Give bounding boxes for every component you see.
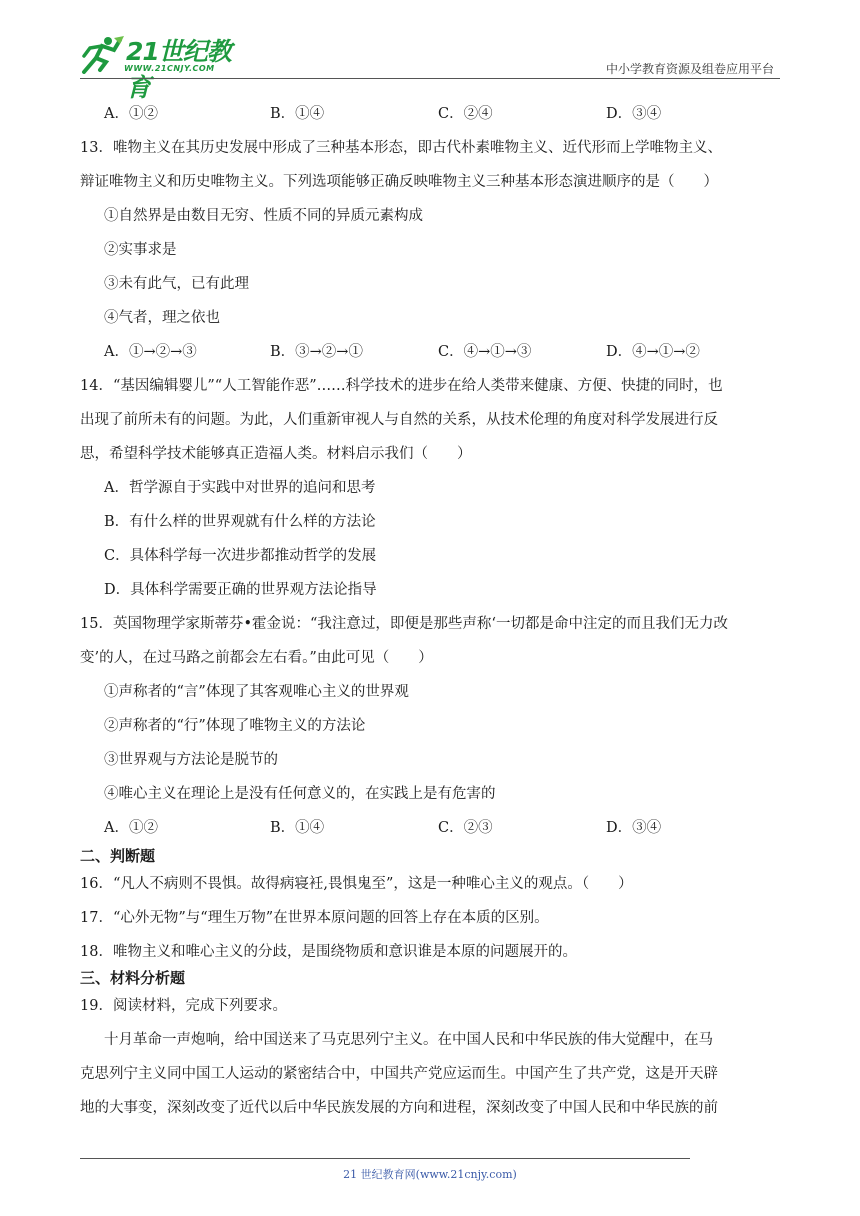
q12-option-a: A．①② bbox=[104, 106, 158, 122]
q13-option-c: C．④→①→③ bbox=[438, 344, 532, 360]
logo bbox=[80, 34, 250, 102]
header-divider bbox=[80, 78, 780, 79]
q14-option-d: D．具体科学需要正确的世界观方法论指导 bbox=[104, 582, 377, 598]
section-analysis-title: 三、材料分析题 bbox=[80, 969, 186, 987]
q13-item-2: ②实事求是 bbox=[104, 242, 177, 258]
q15-item-3: ③世界观与方法论是脱节的 bbox=[104, 752, 278, 768]
q12-option-c: C．②④ bbox=[438, 106, 493, 122]
page-header bbox=[80, 34, 780, 102]
q14-option-a: A．哲学源自于实践中对世界的追问和思考 bbox=[104, 480, 376, 496]
q13-stem-line-2: 辩证唯物主义和历史唯物主义。下列选项能够正确反映唯物主义三种基本形态演进顺序的是（ ） bbox=[80, 174, 718, 190]
q14-stem-line-3: 思，希望科学技术能够真正造福人类。材料启示我们（ ） bbox=[80, 446, 472, 462]
q15-stem-line-1: 15．英国物理学家斯蒂芬•霍金说：“我注意过，即便是那些声称‘一切都是命中注定的而且我们无力改 bbox=[80, 616, 729, 632]
q13-item-4: ④气者，理之依也 bbox=[104, 310, 220, 326]
q15-option-c: C．②③ bbox=[438, 820, 493, 836]
q13-option-d: D．④→①→② bbox=[606, 344, 700, 360]
footer-divider bbox=[80, 1158, 690, 1159]
q19-material-line-3: 地的大事变，深刻改变了近代以后中华民族发展的方向和进程，深刻改变了中国人民和中华民族的前 bbox=[80, 1100, 718, 1116]
platform-name: 中小学教育资源及组卷应用平台 bbox=[605, 62, 774, 76]
q13-stem-line-1: 13．唯物主义在其历史发展中形成了三种基本形态，即古代朴素唯物主义、近代形而上学唯物主义、 bbox=[80, 140, 722, 156]
q14-option-b: B．有什么样的世界观就有什么样的方法论 bbox=[104, 514, 376, 530]
q15-item-2: ②声称者的“行”体现了唯物主义的方法论 bbox=[104, 718, 366, 734]
judgment-17: 17．“心外无物”与“理生万物”在世界本原问题的回答上存在本质的区别。 bbox=[80, 910, 549, 926]
q15-option-d: D．③④ bbox=[606, 820, 662, 836]
q15-item-1: ①声称者的“言”体现了其客观唯心主义的世界观 bbox=[104, 684, 409, 700]
q15-option-b: B．①④ bbox=[270, 820, 325, 836]
q15-option-a: A．①② bbox=[104, 820, 158, 836]
q14-stem-line-2: 出现了前所未有的问题。为此，人们重新审视人与自然的关系，从技术伦理的角度对科学发展进行反 bbox=[80, 412, 718, 428]
q15-stem-line-2: 变’的人，在过马路之前都会左右看。”由此可见（ ） bbox=[80, 650, 433, 666]
q13-item-1: ①自然界是由数目无穷、性质不同的异质元素构成 bbox=[104, 208, 423, 224]
q14-option-c: C．具体科学每一次进步都推动哲学的发展 bbox=[104, 548, 377, 564]
q19-intro: 19．阅读材料，完成下列要求。 bbox=[80, 998, 287, 1014]
q13-option-a: A．①→②→③ bbox=[104, 344, 197, 360]
running-figure-icon bbox=[80, 36, 124, 74]
judgment-18: 18．唯物主义和唯心主义的分歧，是围绕物质和意识谁是本原的问题展开的。 bbox=[80, 944, 577, 960]
logo-url: WWW.21CNJY.COM bbox=[124, 64, 215, 73]
q13-item-3: ③未有此气，已有此理 bbox=[104, 276, 249, 292]
q13-option-b: B．③→②→① bbox=[270, 344, 363, 360]
section-judgment-title: 二、判断题 bbox=[80, 847, 156, 865]
q19-material-line-1: 十月革命一声炮响，给中国送来了马克思列宁主义。在中国人民和中华民族的伟大觉醒中，在马 bbox=[104, 1032, 713, 1048]
logo-text: 21世纪教育 bbox=[126, 37, 231, 102]
q15-item-4: ④唯心主义在理论上是没有任何意义的，在实践上是有危害的 bbox=[104, 786, 496, 802]
judgment-16: 16．“凡人不病则不畏惧。故得病寝衽,畏惧鬼至”，这是一种唯心主义的观点。（ ） bbox=[80, 876, 633, 892]
q14-stem-line-1: 14．“基因编辑婴儿”“人工智能作恶”……科学技术的进步在给人类带来健康、方便、快捷的同时，也 bbox=[80, 378, 723, 394]
q12-option-b: B．①④ bbox=[270, 106, 325, 122]
page-footer: 21 世纪教育网(www.21cnjy.com) bbox=[343, 1168, 517, 1181]
q12-option-d: D．③④ bbox=[606, 106, 662, 122]
q19-material-line-2: 克思列宁主义同中国工人运动的紧密结合中，中国共产党应运而生。中国产生了共产党，这是开天辟 bbox=[80, 1066, 718, 1082]
